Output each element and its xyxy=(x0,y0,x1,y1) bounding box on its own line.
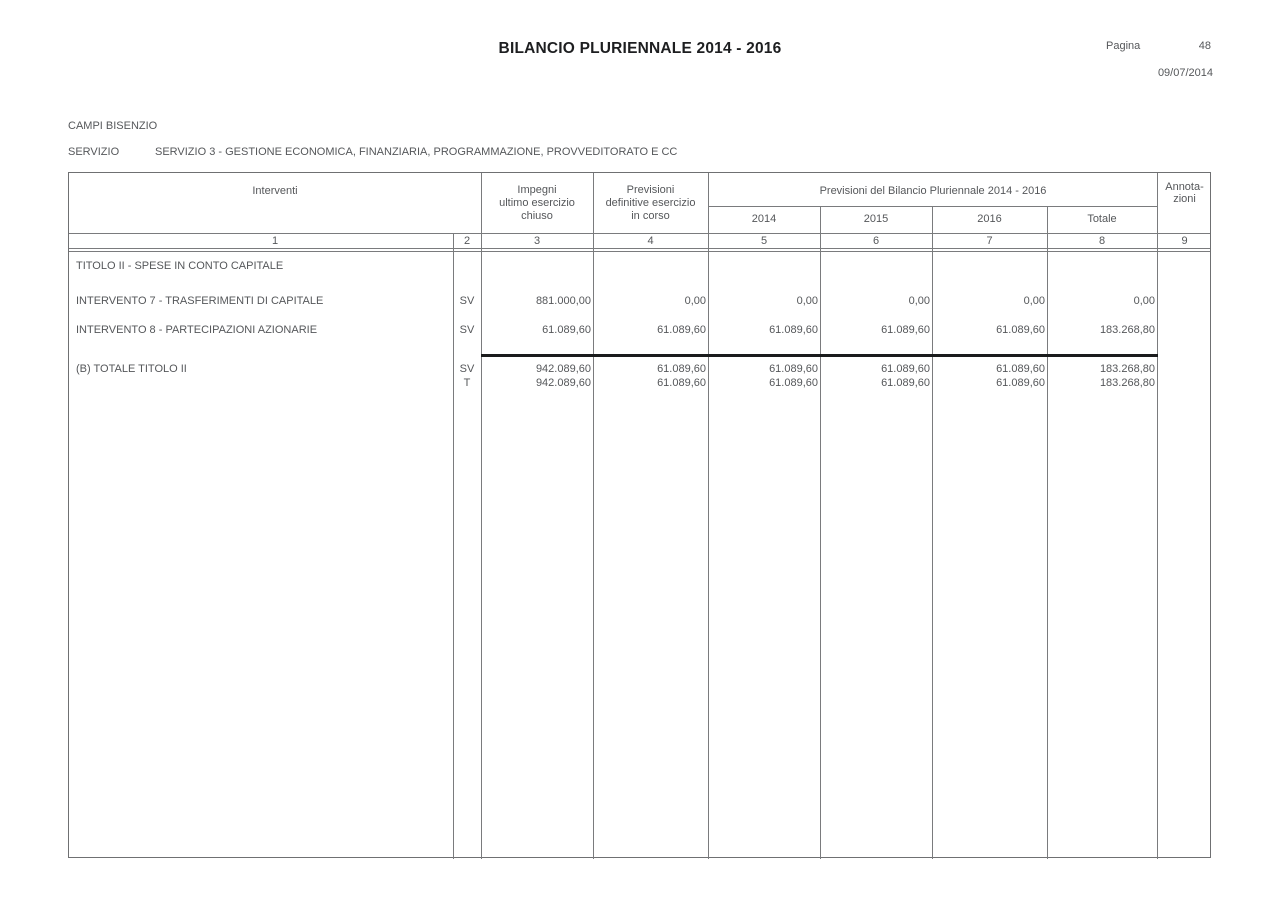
header-annotazioni-line1: Annota- xyxy=(1165,181,1204,193)
total-value-totale: 183.268,80 xyxy=(1099,363,1155,375)
colnum-2: 2 xyxy=(463,235,471,247)
document-date: 09/07/2014 xyxy=(1157,67,1213,79)
page-number-value: 48 xyxy=(1198,40,1211,52)
row-value-previsioni-definitive: 61.089,60 xyxy=(657,324,706,336)
service-value: SERVIZIO 3 - GESTIONE ECONOMICA, FINANZIARIA, PROGRAMMAZIONE, PROVVEDITORATO E CC xyxy=(155,146,678,158)
grid-line-col3-col4 xyxy=(593,173,594,859)
header-interventi-label: Interventi xyxy=(252,185,298,197)
grid-line-col4-col5 xyxy=(708,173,709,859)
header-impegni xyxy=(481,184,593,223)
total-code: SV xyxy=(459,363,475,375)
total-value-2016: 61.089,60 xyxy=(996,377,1045,389)
row-label: INTERVENTO 7 - TRASFERIMENTI DI CAPITALE xyxy=(76,295,324,307)
grid-line-header-bottom xyxy=(69,233,1210,234)
row-value-impegni: 61.089,60 xyxy=(542,324,591,336)
total-row-t xyxy=(69,377,1210,390)
colnum-7: 7 xyxy=(986,235,993,247)
table-row xyxy=(69,260,1210,273)
total-value-2015: 61.089,60 xyxy=(881,363,930,375)
page-title: BILANCIO PLURIENNALE 2014 - 2016 xyxy=(498,40,782,57)
header-previsioni-definitive xyxy=(593,184,708,223)
row-label: INTERVENTO 8 - PARTECIPAZIONI AZIONARIE xyxy=(76,324,318,336)
grid-line-col2-col3 xyxy=(481,173,482,859)
header-anno-2016: 2016 xyxy=(977,213,1002,225)
total-rule xyxy=(481,354,1158,357)
row-code: SV xyxy=(459,295,475,307)
header-totale: Totale xyxy=(1087,213,1117,225)
row-value-2015: 0,00 xyxy=(908,295,930,307)
row-value-2014: 0,00 xyxy=(796,295,818,307)
total-value-2015: 61.089,60 xyxy=(881,377,930,389)
total-value-impegni: 942.089,60 xyxy=(535,363,591,375)
header-anno-2015: 2015 xyxy=(863,213,889,225)
colnum-4: 4 xyxy=(647,235,654,247)
colnum-9: 9 xyxy=(1181,235,1188,247)
entity-name: CAMPI BISENZIO xyxy=(68,120,158,132)
total-row-sv xyxy=(69,363,1210,376)
row-value-previsioni-definitive: 0,00 xyxy=(684,295,706,307)
row-value-2014: 61.089,60 xyxy=(769,324,818,336)
total-value-impegni: 942.089,60 xyxy=(535,377,591,389)
total-value-totale: 183.268,80 xyxy=(1099,377,1155,389)
colnum-1: 1 xyxy=(271,235,279,247)
header-previsioni-line2: definitive esercizio xyxy=(605,197,696,209)
table-row xyxy=(69,295,1210,308)
total-code: T xyxy=(463,377,471,389)
colnum-8: 8 xyxy=(1098,235,1106,247)
row-value-2016: 61.089,60 xyxy=(996,324,1045,336)
header-anno-2014: 2014 xyxy=(751,213,777,225)
row-value-2016: 0,00 xyxy=(1023,295,1045,307)
colnum-6: 6 xyxy=(872,235,880,247)
page-number-label: Pagina xyxy=(1106,40,1141,52)
header-previsioni-line3: in corso xyxy=(631,210,670,222)
grid-line-numbers-bottom-1 xyxy=(69,248,1210,249)
total-value-previsioni-definitive: 61.089,60 xyxy=(657,363,706,375)
total-value-2014: 61.089,60 xyxy=(769,363,818,375)
service-label: SERVIZIO xyxy=(68,146,120,158)
header-impegni-line3: chiuso xyxy=(521,210,553,222)
row-value-2015: 61.089,60 xyxy=(881,324,930,336)
header-annotazioni xyxy=(1157,181,1212,205)
header-impegni-line1: Impegni xyxy=(517,184,557,196)
table-row xyxy=(69,324,1210,337)
total-value-previsioni-definitive: 61.089,60 xyxy=(657,377,706,389)
header-previsioni-line1: Previsioni xyxy=(626,184,675,196)
header-impegni-line2: ultimo esercizio xyxy=(499,197,575,209)
budget-table xyxy=(68,172,1211,858)
header-interventi xyxy=(69,185,481,198)
row-value-totale: 0,00 xyxy=(1133,295,1155,307)
row-label: TITOLO II - SPESE IN CONTO CAPITALE xyxy=(76,260,284,272)
total-value-2016: 61.089,60 xyxy=(996,363,1045,375)
row-code: SV xyxy=(459,324,475,336)
row-value-impegni: 881.000,00 xyxy=(535,295,591,307)
grid-line-col8-col9 xyxy=(1157,173,1158,859)
header-annotazioni-line2: zioni xyxy=(1173,193,1196,205)
header-previsioni-gruppo-label: Previsioni del Bilancio Pluriennale 2014 - 2016 xyxy=(819,185,1047,197)
grid-line-numbers-bottom-2 xyxy=(69,251,1210,252)
row-value-totale: 183.268,80 xyxy=(1099,324,1155,336)
total-value-2014: 61.089,60 xyxy=(769,377,818,389)
header-previsioni-gruppo xyxy=(708,185,1158,198)
colnum-3: 3 xyxy=(533,235,541,247)
colnum-5: 5 xyxy=(760,235,768,247)
total-label: (B) TOTALE TITOLO II xyxy=(76,363,187,375)
grid-line-group-header-bottom xyxy=(708,206,1158,207)
